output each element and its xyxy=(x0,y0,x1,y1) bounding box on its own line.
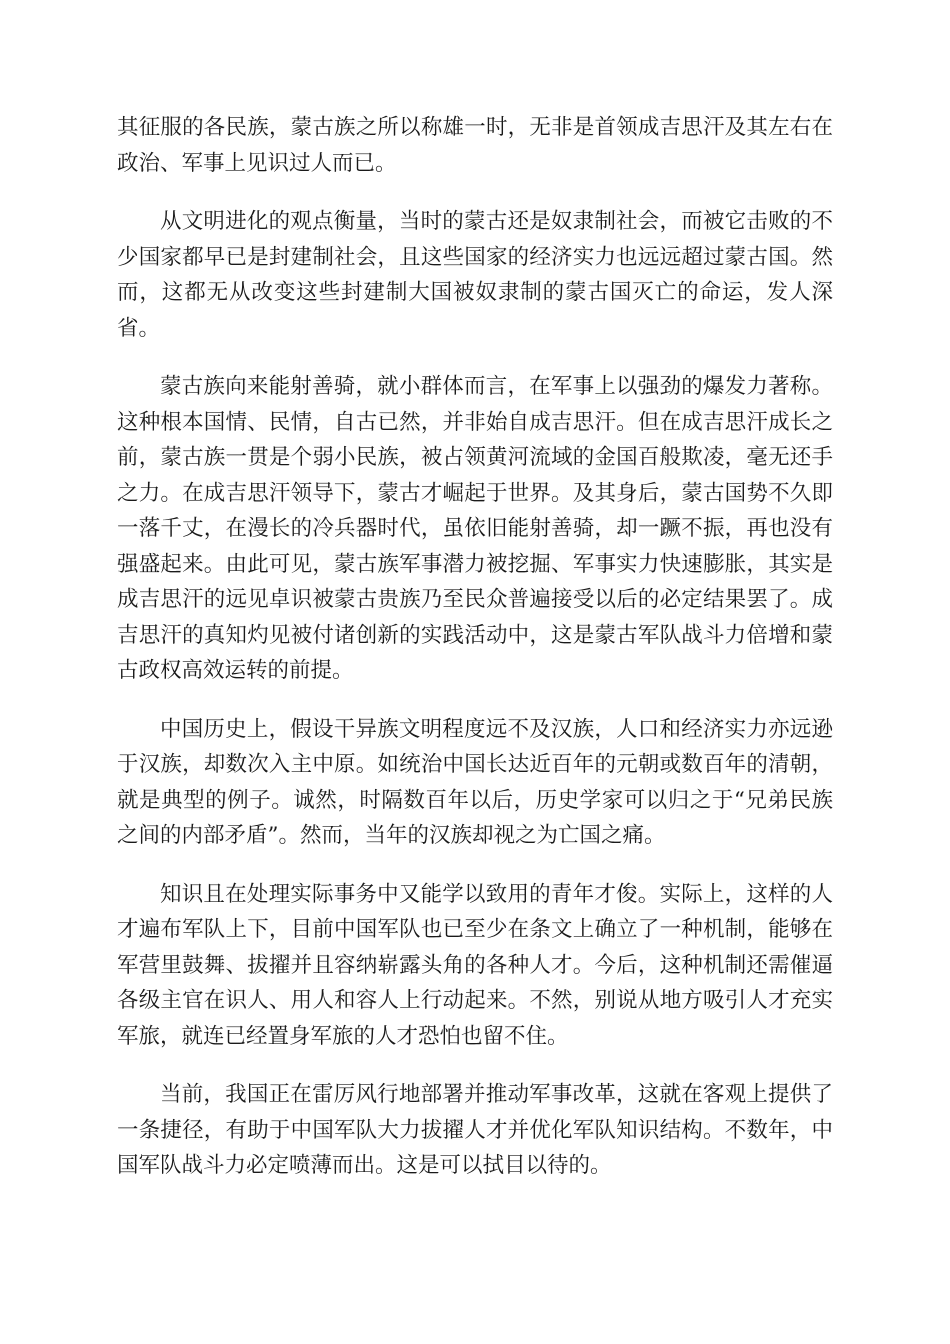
paragraph-6: 当前，我国正在雷厉风行地部署并推动军事改革，这就在客观上提供了一条捷径，有助于中国军队大力拔擢人才并优化军队知识结构。不数年，中国军队战斗力必定喷薄而出。这是可以拭目以待的。 xyxy=(117,1082,833,1178)
paragraph-3: 蒙古族向来能射善骑，就小群体而言，在军事上以强劲的爆发力著称。这种根本国情、民情，自古已然，并非始自成吉思汗。但在成吉思汗成长之前，蒙古族一贯是个弱小民族，被占领黄河流域的金国百般欺凌，毫无还手之力。在成吉思汗领导下，蒙古才崛起于世界。及其身后，蒙古国势不久即一落千丈，在漫长的冷兵器时代，虽依旧能射善骑，却一蹶不振，再也没有强盛起来。由此可见，蒙古族军事潜力被挖掘、军事实力快速膨胀，其实是成吉思汗的远见卓识被蒙古贵族乃至民众普遍接受以后的必定结果罢了。成吉思汗的真知灼见被付诸创新的实践活动中，这是蒙古军队战斗力倍增和蒙古政权高效运转的前提。 xyxy=(117,374,833,683)
paragraph-5: 知识且在处理实际事务中又能学以致用的青年才俊。实际上，这样的人才遍布军队上下，目前中国军队也已至少在条文上确立了一种机制，能够在军营里鼓舞、拔擢并且容纳崭露头角的各种人才。今后，这种机制还需催逼各级主官在识人、用人和容人上行动起来。不然，别说从地方吸引人才充实军旅，就连已经置身军旅的人才恐怕也留不住。 xyxy=(117,881,833,1049)
paragraph-2: 从文明进化的观点衡量，当时的蒙古还是奴隶制社会，而被它击败的不少国家都早已是封建制社会，且这些国家的经济实力也远远超过蒙古国。然而，这都无从改变这些封建制大国被奴隶制的蒙古国灭亡的命运，发人深省。 xyxy=(117,209,833,341)
paragraph-4: 中国历史上，假设干异族文明程度远不及汉族，人口和经济实力亦远逊于汉族，却数次入主中原。如统治中国长达近百年的元朝或数百年的清朝，就是典型的例子。诚然，时隔数百年以后，历史学家可以归之于“兄弟民族之间的内部矛盾”。然而，当年的汉族却视之为亡国之痛。 xyxy=(117,716,833,848)
document-body xyxy=(117,110,833,1207)
paragraph-1: 其征服的各民族，蒙古族之所以称雄一时，无非是首领成吉思汗及其左右在政治、军事上见识过人而已。 xyxy=(117,115,833,176)
